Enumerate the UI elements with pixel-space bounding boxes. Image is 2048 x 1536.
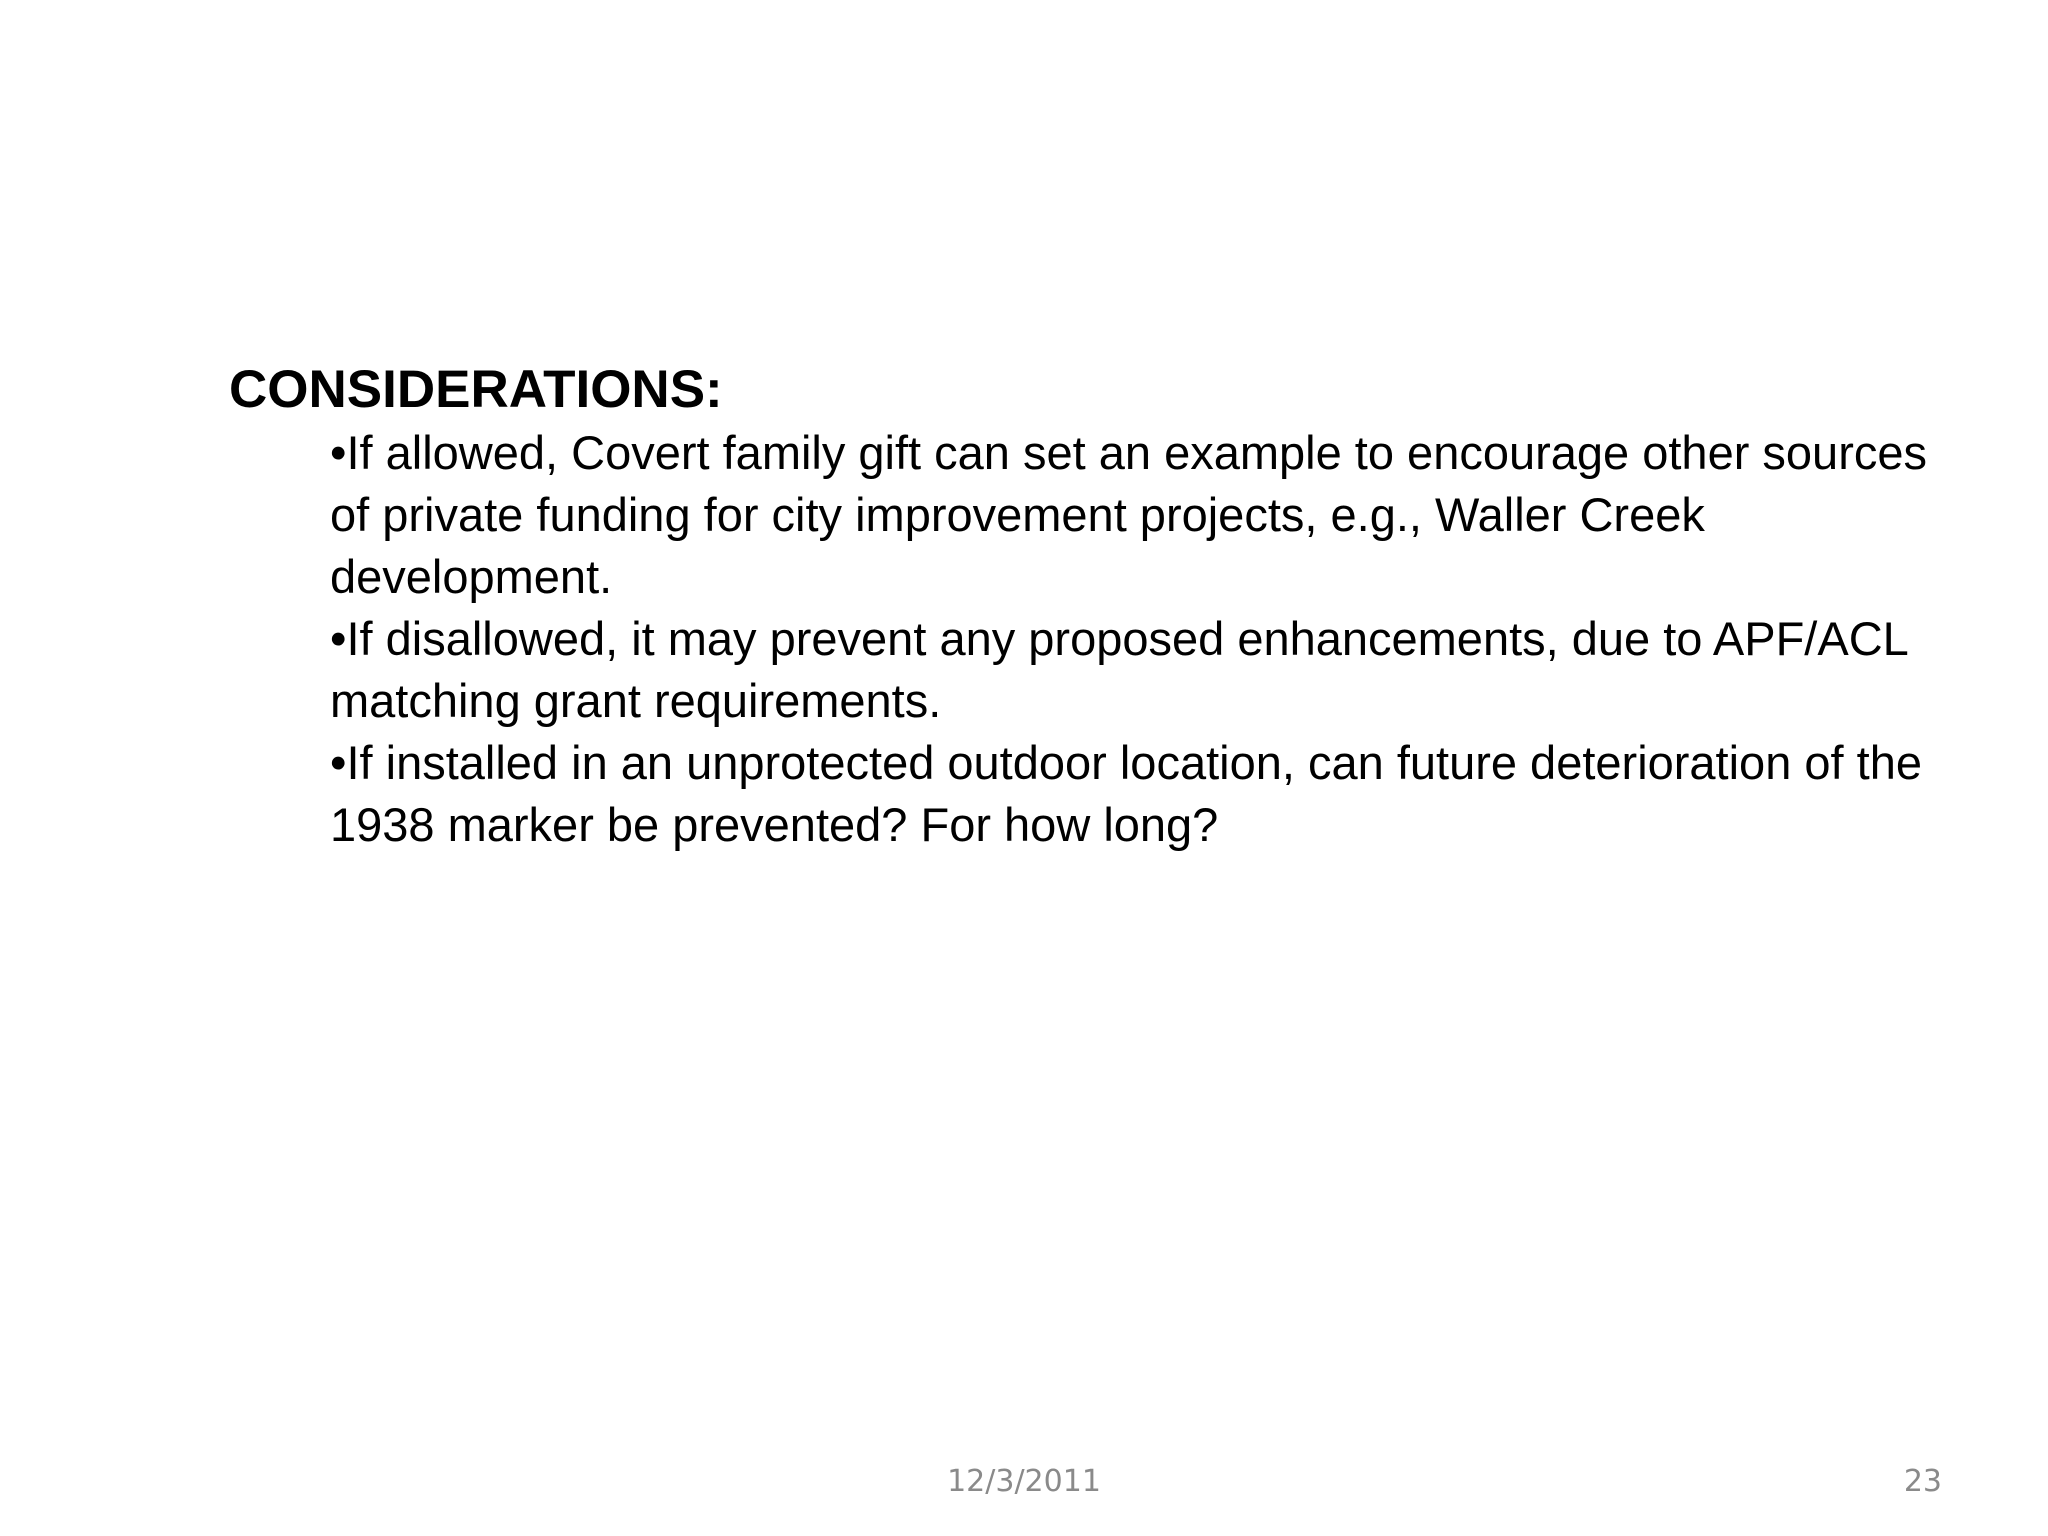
slide-heading: CONSIDERATIONS: xyxy=(229,360,723,419)
bullet-item: •If allowed, Covert family gift can set an example to encourage other sources of private funding for city improvement projects, e.g., Waller Creek development. xyxy=(330,426,1927,603)
bullet-list xyxy=(330,422,1930,856)
footer-date: 12/3/2011 xyxy=(947,1464,1101,1499)
slide-content xyxy=(229,358,1929,856)
bullet-item: •If installed in an unprotected outdoor location, can future deterioration of the 1938 marker be prevented? For how long? xyxy=(330,736,1922,851)
bullet-item: •If disallowed, it may prevent any proposed enhancements, due to APF/ACL matching grant requirements. xyxy=(330,612,1908,727)
footer-page-number: 23 xyxy=(1903,1464,1942,1499)
